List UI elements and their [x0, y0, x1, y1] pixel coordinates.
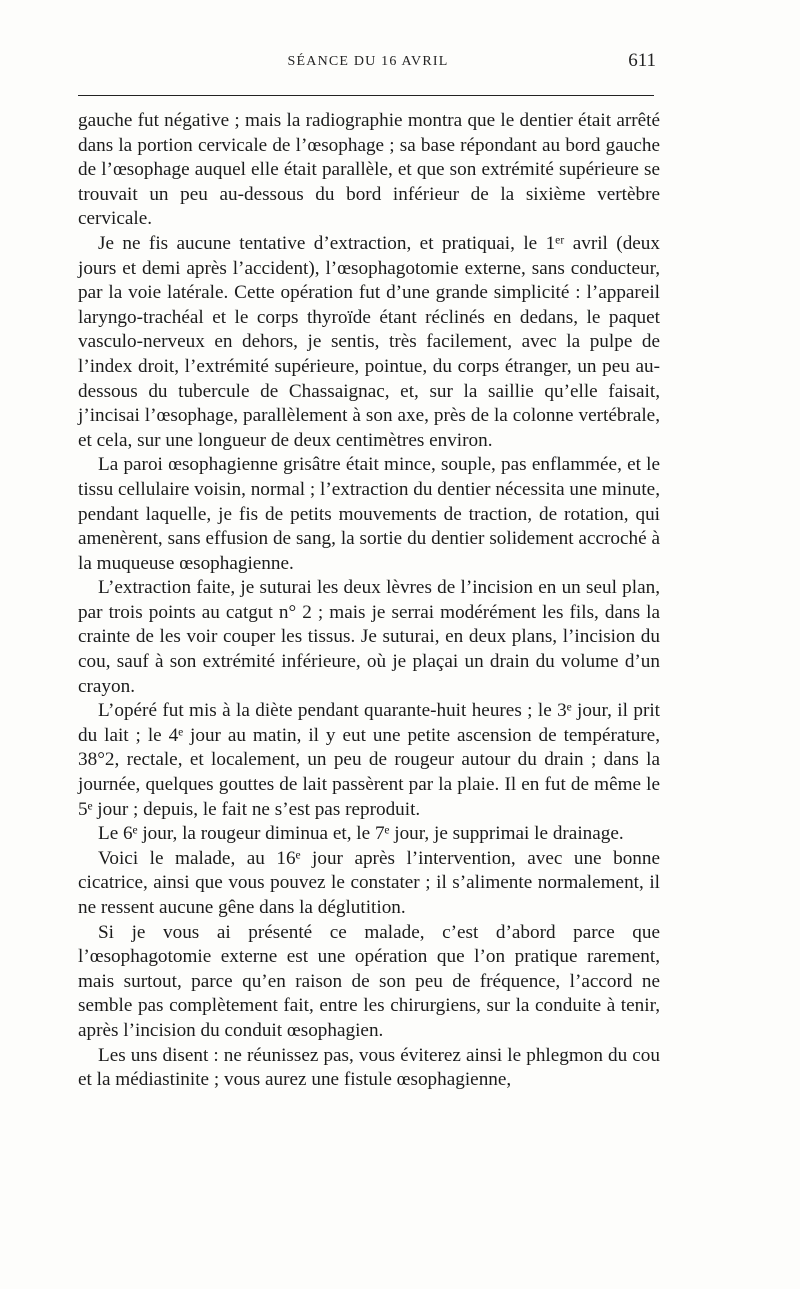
header-rule: [78, 95, 654, 96]
paragraph-7: Voici le malade, au 16ᵉ jour après l’intervention, avec une bonne cicatrice, ainsi que vous pouvez le constater ; il s’alimente normalement, il ne ressent aucune gêne dans la déglutition.: [78, 847, 660, 918]
paragraph-3: La paroi œsophagienne grisâtre était mince, souple, pas enflammée, et le tissu cellulaire voisin, normal ; l’extraction du dentier nécessita une minute, pendant laquelle, je fis de petits mouvements de traction, de rotation, qui amenèrent, sans effusion de sang, la sortie du dentier solidement accroché à la muqueuse œsophagienne.: [78, 454, 660, 574]
page-number: 611: [628, 50, 656, 71]
paragraph-6: Le 6ᵉ jour, la rougeur diminua et, le 7ᵉ jour, je supprimai le drainage.: [98, 823, 624, 845]
paragraph-1: gauche fut négative ; mais la radiographie montra que le dentier était arrêté dans la portion cervicale de l’œsophage ; sa base répondant au bord gauche de l’œsophage auquel elle était parallèle, et que son extrémité supérieure se trouvait un peu au-dessous du bord inférieur de la sixième vertèbre cervicale.: [78, 110, 660, 230]
paragraph-8: Si je vous ai présenté ce malade, c’est d’abord parce que l’œsophagotomie externe est une opération que l’on pratique rarement, mais surtout, parce qu’en raison de son peu de fréquence, l’accord ne semble pas complètement fait, entre les chirurgiens, sur la conduite à tenir, après l’incision du conduit œsophagien.: [78, 921, 660, 1041]
running-head: [78, 48, 658, 78]
body-text: [78, 109, 660, 1093]
paragraph-9: Les uns disent : ne réunissez pas, vous éviterez ainsi le phlegmon du cou et la médiastinite ; vous aurez une fistule œsophagienne,: [78, 1044, 660, 1091]
paragraph-5: L’opéré fut mis à la diète pendant quarante-huit heures ; le 3ᵉ jour, il prit du lait ; le 4ᵉ jour au matin, il y eut une petite ascension de température, 38°2, rectale, et localement, un peu de rougeur autour du drain ; dans la journée, quelques gouttes de lait passèrent par la plaie. Il en fut de même le 5ᵉ jour ; depuis, le fait ne s’est pas reproduit.: [78, 700, 660, 820]
paragraph-2: Je ne fis aucune tentative d’extraction, et pratiquai, le 1ᵉʳ avril (deux jours et demi après l’accident), l’œsophagotomie externe, sans conducteur, par la voie latérale. Cette opération fut d’une grande simplicité : l’appareil laryngo-trachéal et le corps thyroïde étant réclinés en dedans, le paquet vasculo-nerveux en dehors, je sentis, très facilement, avec la pulpe de l’index droit, l’extrémité supérieure, pointue, du corps étranger, un peu au-dessous du tubercule de Chassaignac, et, sur la saillie qu’elle faisait, j’incisai l’œsophage, parallèlement à son axe, près de la colonne vertébrale, et cela, sur une longueur de deux centimètres environ.: [78, 232, 660, 451]
paragraph-4: L’extraction faite, je suturai les deux lèvres de l’incision en un seul plan, par trois points au catgut n° 2 ; mais je serrai modérément les fils, dans la crainte de les voir couper les tissus. Je suturai, en deux plans, l’incision du cou, sauf à son extrémité inférieure, où je plaçai un drain du volume d’un crayon.: [78, 577, 660, 697]
running-title: SÉANCE DU 16 AVRIL: [287, 54, 449, 69]
